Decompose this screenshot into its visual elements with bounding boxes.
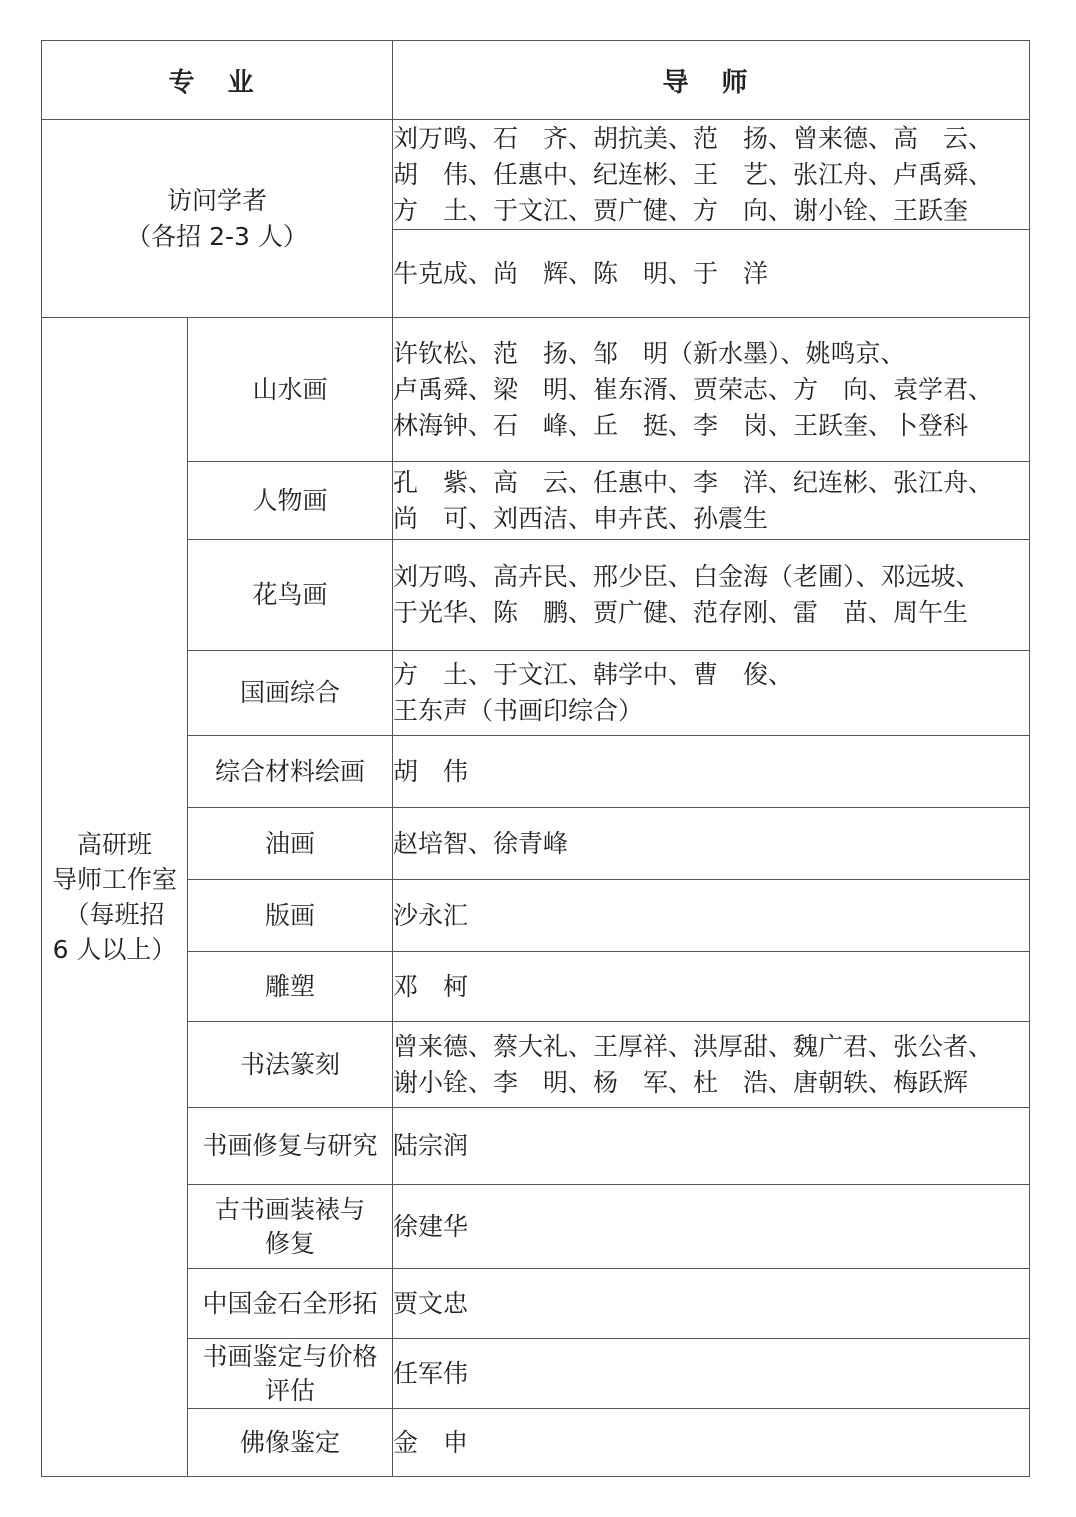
subject-name: 雕塑 bbox=[188, 952, 393, 1022]
subject-name: 油画 bbox=[188, 808, 393, 880]
subject-mentors: 方 土、于文江、韩学中、曹 俊、 王东声（书画印综合） bbox=[393, 651, 1030, 736]
table-row bbox=[42, 808, 1030, 880]
table-row bbox=[42, 952, 1030, 1022]
subject-name: 山水画 bbox=[188, 318, 393, 462]
subject-name: 综合材料绘画 bbox=[188, 736, 393, 808]
subject-mentors: 胡 伟 bbox=[393, 736, 1030, 808]
subject-mentors: 沙永汇 bbox=[393, 880, 1030, 952]
table-row bbox=[42, 880, 1030, 952]
table-row bbox=[42, 651, 1030, 736]
table-row bbox=[42, 736, 1030, 808]
visiting-mentors-b: 牛克成、尚 辉、陈 明、于 洋 bbox=[393, 230, 1030, 318]
subject-mentors: 孔 紫、高 云、任惠中、李 洋、纪连彬、张江舟、 尚 可、刘西洁、申卉芪、孙震生 bbox=[393, 462, 1030, 540]
studio-label-line4: 6 人以上） bbox=[52, 935, 177, 964]
visiting-label-line1: 访问学者 bbox=[166, 185, 267, 215]
table-row bbox=[42, 1269, 1030, 1339]
studio-label bbox=[42, 318, 188, 1477]
subject-mentors: 贾文忠 bbox=[393, 1269, 1030, 1339]
subject-name: 国画综合 bbox=[188, 651, 393, 736]
subject-mentors: 陆宗润 bbox=[393, 1108, 1030, 1185]
table-row bbox=[42, 1185, 1030, 1269]
visiting-mentors-a: 刘万鸣、石 齐、胡抗美、范 扬、曾来德、高 云、 胡 伟、任惠中、纪连彬、王 艺、张江舟、卢禹舜、 方 土、于文江、贾广健、方 向、谢小铨、王跃奎 bbox=[393, 120, 1030, 230]
subject-name: 人物画 bbox=[188, 462, 393, 540]
visiting-label-line2: （各招 2-3 人） bbox=[126, 221, 308, 251]
header-major: 专 业 bbox=[42, 41, 393, 120]
subject-name: 古书画装裱与 修复 bbox=[188, 1185, 393, 1269]
table-row bbox=[42, 1108, 1030, 1185]
subject-name: 花鸟画 bbox=[188, 540, 393, 651]
subject-mentors: 徐建华 bbox=[393, 1185, 1030, 1269]
table-row bbox=[42, 540, 1030, 651]
subject-name: 书画修复与研究 bbox=[188, 1108, 393, 1185]
subject-name: 书法篆刻 bbox=[188, 1022, 393, 1108]
studio-label-line2: 导师工作室 bbox=[51, 865, 177, 894]
subject-mentors: 曾来德、蔡大礼、王厚祥、洪厚甜、魏广君、张公者、 谢小铨、李 明、杨 军、杜 浩、唐朝轶、梅跃辉 bbox=[393, 1022, 1030, 1108]
subject-name: 书画鉴定与价格 评估 bbox=[188, 1339, 393, 1409]
table-row bbox=[42, 120, 1030, 230]
subject-mentors: 任军伟 bbox=[393, 1339, 1030, 1409]
subject-mentors: 邓 柯 bbox=[393, 952, 1030, 1022]
mentor-table bbox=[41, 40, 1030, 1477]
header-mentor: 导 师 bbox=[393, 41, 1030, 120]
studio-label-line3: （每班招 bbox=[64, 900, 165, 929]
subject-mentors: 金 申 bbox=[393, 1409, 1030, 1477]
table-row bbox=[42, 318, 1030, 462]
table-header-row bbox=[42, 41, 1030, 120]
table-row bbox=[42, 1409, 1030, 1477]
visiting-scholar-label bbox=[42, 120, 393, 318]
subject-mentors: 赵培智、徐青峰 bbox=[393, 808, 1030, 880]
studio-label-line1: 高研班 bbox=[76, 830, 152, 859]
table-row bbox=[42, 1022, 1030, 1108]
subject-mentors: 许钦松、范 扬、邹 明（新水墨）、姚鸣京、 卢禹舜、梁 明、崔东湑、贾荣志、方 向、袁学君、 林海钟、石 峰、丘 挺、李 岗、王跃奎、卜登科 bbox=[393, 318, 1030, 462]
subject-name: 佛像鉴定 bbox=[188, 1409, 393, 1477]
subject-name: 中国金石全形拓 bbox=[188, 1269, 393, 1339]
subject-name: 版画 bbox=[188, 880, 393, 952]
subject-mentors: 刘万鸣、高卉民、邢少臣、白金海（老圃）、邓远坡、 于光华、陈 鹏、贾广健、范存刚、雷 苗、周午生 bbox=[393, 540, 1030, 651]
table-row bbox=[42, 1339, 1030, 1409]
table-row bbox=[42, 462, 1030, 540]
